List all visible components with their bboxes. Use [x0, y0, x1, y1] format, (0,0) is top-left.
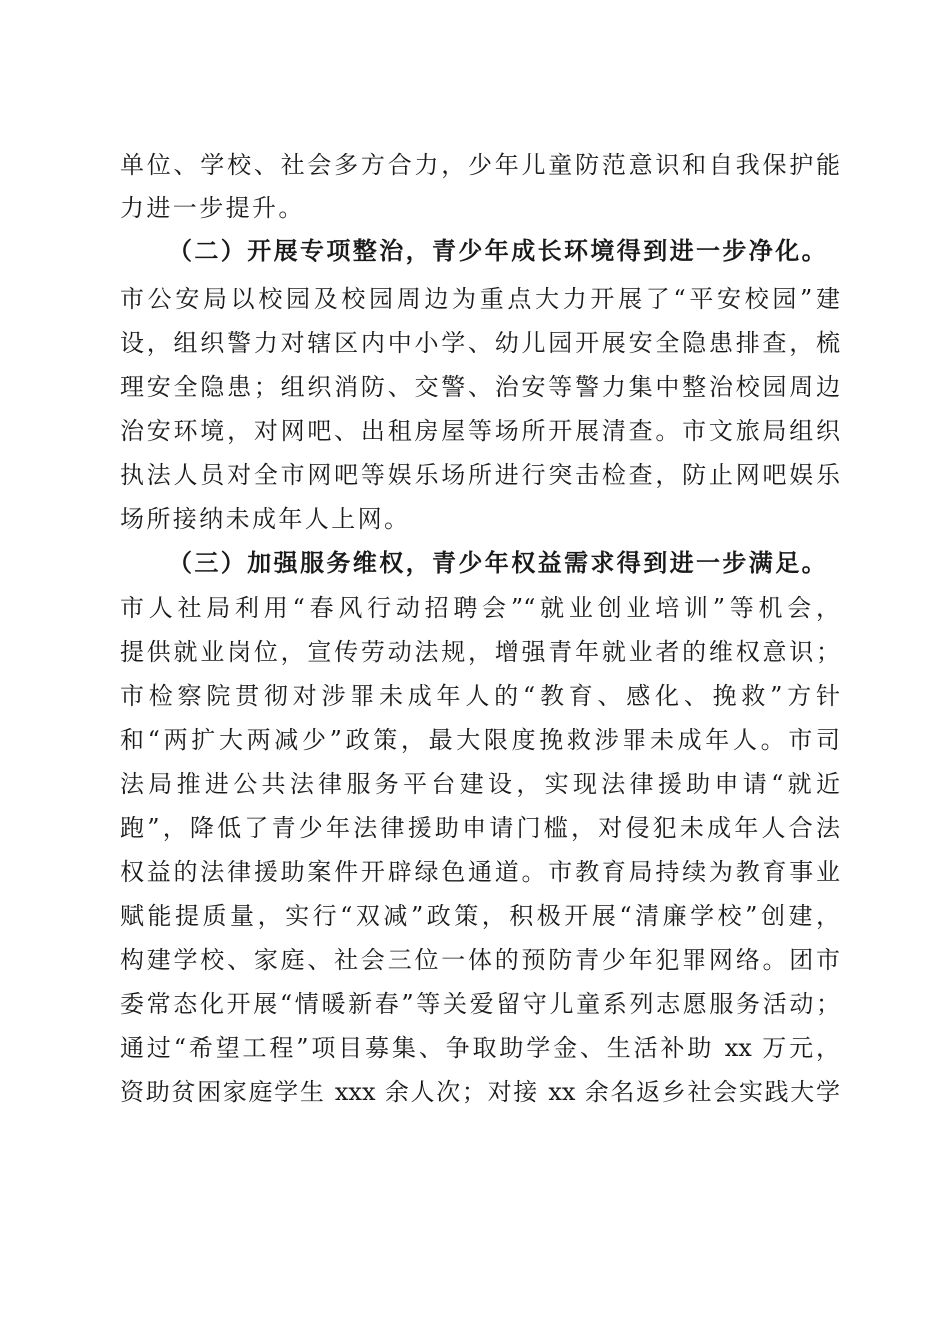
body-text-line: 治安环境，对网吧、出租房屋等场所开展清查。市文旅局组织 — [120, 417, 840, 445]
body-text-line: 执法人员对全市网吧等娱乐场所进行突击检查，防止网吧娱乐 — [120, 461, 840, 489]
body-text-line: 委常态化开展“情暖新春”等关爱留守儿童系列志愿服务活动； — [120, 990, 840, 1018]
body-text-line: 权益的法律援助案件开辟绿色通道。市教育局持续为教育事业 — [120, 858, 840, 886]
body-text-line: 赋能提质量，实行“双减”政策，积极开展“清廉学校”创建， — [120, 902, 840, 930]
body-text-line: 市人社局利用“春风行动招聘会”“就业创业培训”等机会， — [120, 594, 840, 622]
body-text-line: 法局推进公共法律服务平台建设，实现法律援助申请“就近 — [120, 770, 840, 798]
body-text-line: 市公安局以校园及校园周边为重点大力开展了“平安校园”建 — [120, 285, 840, 313]
body-text-line: 力进一步提升。 — [120, 194, 305, 222]
body-text-line: 设，组织警力对辖区内中小学、幼儿园开展安全隐患排查，梳 — [120, 329, 840, 357]
body-text-line: 和“两扩大两减少”政策，最大限度挽救涉罪未成年人。市司 — [120, 726, 840, 754]
body-text-line: 提供就业岗位，宣传劳动法规，增强青年就业者的维权意识； — [120, 638, 840, 666]
body-text-line: 资助贫困家庭学生 xxx 余人次；对接 xx 余名返乡社会实践大学 — [120, 1078, 840, 1106]
body-text-line: 单位、学校、社会多方合力，少年儿童防范意识和自我保护能 — [120, 151, 840, 179]
body-text-line: 构建学校、家庭、社会三位一体的预防青少年犯罪网络。团市 — [120, 946, 840, 974]
body-text-line: 场所接纳未成年人上网。 — [120, 505, 411, 533]
body-text-line: 通过“希望工程”项目募集、争取助学金、生活补助 xx 万元， — [120, 1034, 840, 1062]
body-text-line: 理安全隐患；组织消防、交警、治安等警力集中整治校园周边 — [120, 373, 840, 401]
section-heading-3: （三）加强服务维权，青少年权益需求得到进一步满足。 — [168, 549, 828, 577]
body-text-line: 市检察院贯彻对涉罪未成年人的“教育、感化、挽救”方针 — [120, 682, 840, 710]
body-text-line: 跑”，降低了青少年法律援助申请门槛，对侵犯未成年人合法 — [120, 814, 840, 842]
section-heading-2: （二）开展专项整治，青少年成长环境得到进一步净化。 — [168, 237, 828, 265]
